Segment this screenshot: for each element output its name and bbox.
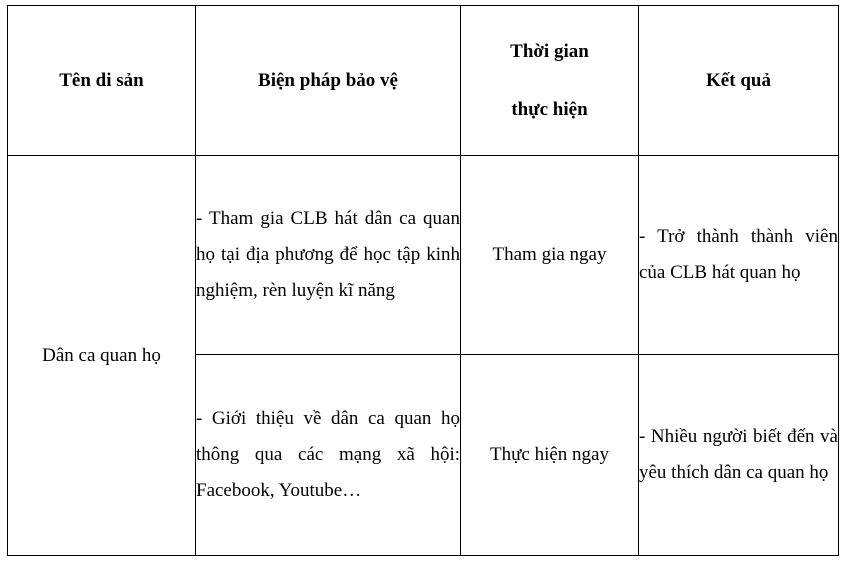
header-time-line1: Thời gian bbox=[510, 40, 589, 62]
header-time bbox=[461, 6, 639, 156]
header-result: Kết quả bbox=[639, 6, 839, 156]
header-heritage-name: Tên di sản bbox=[8, 6, 196, 156]
heritage-name-cell: Dân ca quan họ bbox=[8, 156, 196, 556]
table-row bbox=[8, 156, 839, 355]
heritage-protection-table bbox=[7, 5, 839, 556]
result-cell: - Trở thành thành viên của CLB hát quan họ bbox=[639, 156, 839, 355]
time-cell: Thực hiện ngay bbox=[461, 355, 639, 556]
result-cell: - Nhiều người biết đến và yêu thích dân ca quan họ bbox=[639, 355, 839, 556]
time-cell: Tham gia ngay bbox=[461, 156, 639, 355]
header-time-line2: thực hiện bbox=[511, 98, 588, 120]
header-row bbox=[8, 6, 839, 156]
measure-cell: - Tham gia CLB hát dân ca quan họ tại địa phương để học tập kinh nghiệm, rèn luyện kĩ năng bbox=[196, 156, 461, 355]
header-protection-measure: Biện pháp bảo vệ bbox=[196, 6, 461, 156]
measure-cell: - Giới thiệu về dân ca quan họ thông qua các mạng xã hội: Facebook, Youtube… bbox=[196, 355, 461, 556]
